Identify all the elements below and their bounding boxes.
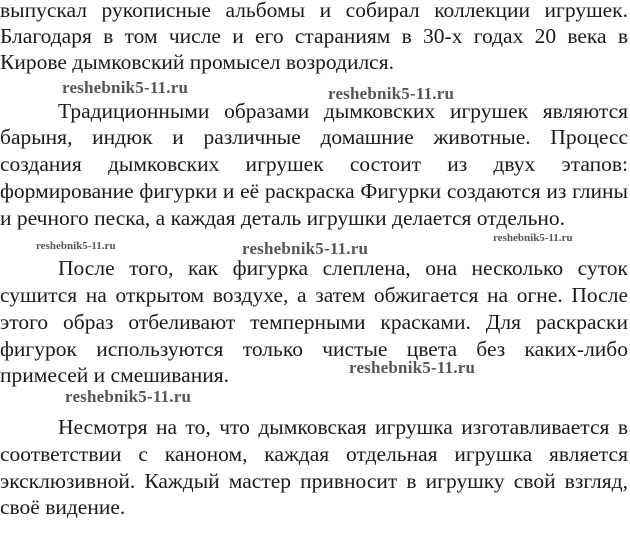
text-line: барыня, индюк и различные домашние животные. Процесс: [0, 125, 628, 149]
text-line: выпускал рукописные альбомы и собирал коллекции игрушек.: [0, 0, 628, 22]
watermark: reshebnik5-11.ru: [65, 387, 192, 406]
text-line: и речного песка, а каждая деталь игрушки делается отдельно.: [0, 206, 566, 230]
text-line: создания дымковских игрушек состоит из двух этапов:: [0, 152, 628, 176]
watermark: reshebnik5-11.ru: [62, 78, 189, 97]
watermark: reshebnik5-11.ru: [36, 240, 116, 252]
text-line: фигурок используются только чистые цвета без каких-либо: [0, 337, 628, 361]
text-line: сушится на открытом воздухе, а затем обжигается на огне. После: [0, 283, 628, 307]
watermark: reshebnik5-11.ru: [242, 239, 369, 258]
text-line: После того, как фигурка слеплена, она несколько суток: [58, 256, 628, 280]
text-line: формирование фигурки и её раскраска Фигурки создаются из глины: [0, 179, 628, 203]
text-line: этого образ отбеливают темперными красками. Для раскраски: [0, 310, 628, 334]
text-line: Несмотря на то, что дымковская игрушка изготавливается в: [58, 415, 628, 439]
text-line: Традиционными образами дымковских игрушек являются: [58, 99, 628, 123]
text-line: Благодаря в том числе и его стараниям в 30-х годах 20 века в: [0, 24, 628, 48]
text-line: соответствии с каноном, каждая отдельная игрушка является: [0, 442, 628, 466]
text-line: Кирове дымковский промысел возродился.: [0, 50, 394, 74]
text-line: своё видение.: [0, 495, 126, 519]
watermark: reshebnik5-11.ru: [349, 358, 476, 377]
watermark: reshebnik5-11.ru: [493, 232, 573, 244]
watermark: reshebnik5-11.ru: [328, 84, 455, 103]
text-line: примесей и смешивания.: [0, 363, 229, 387]
text-line: эксклюзивной. Каждый мастер привносит в игрушку свой взгляд,: [0, 469, 628, 493]
